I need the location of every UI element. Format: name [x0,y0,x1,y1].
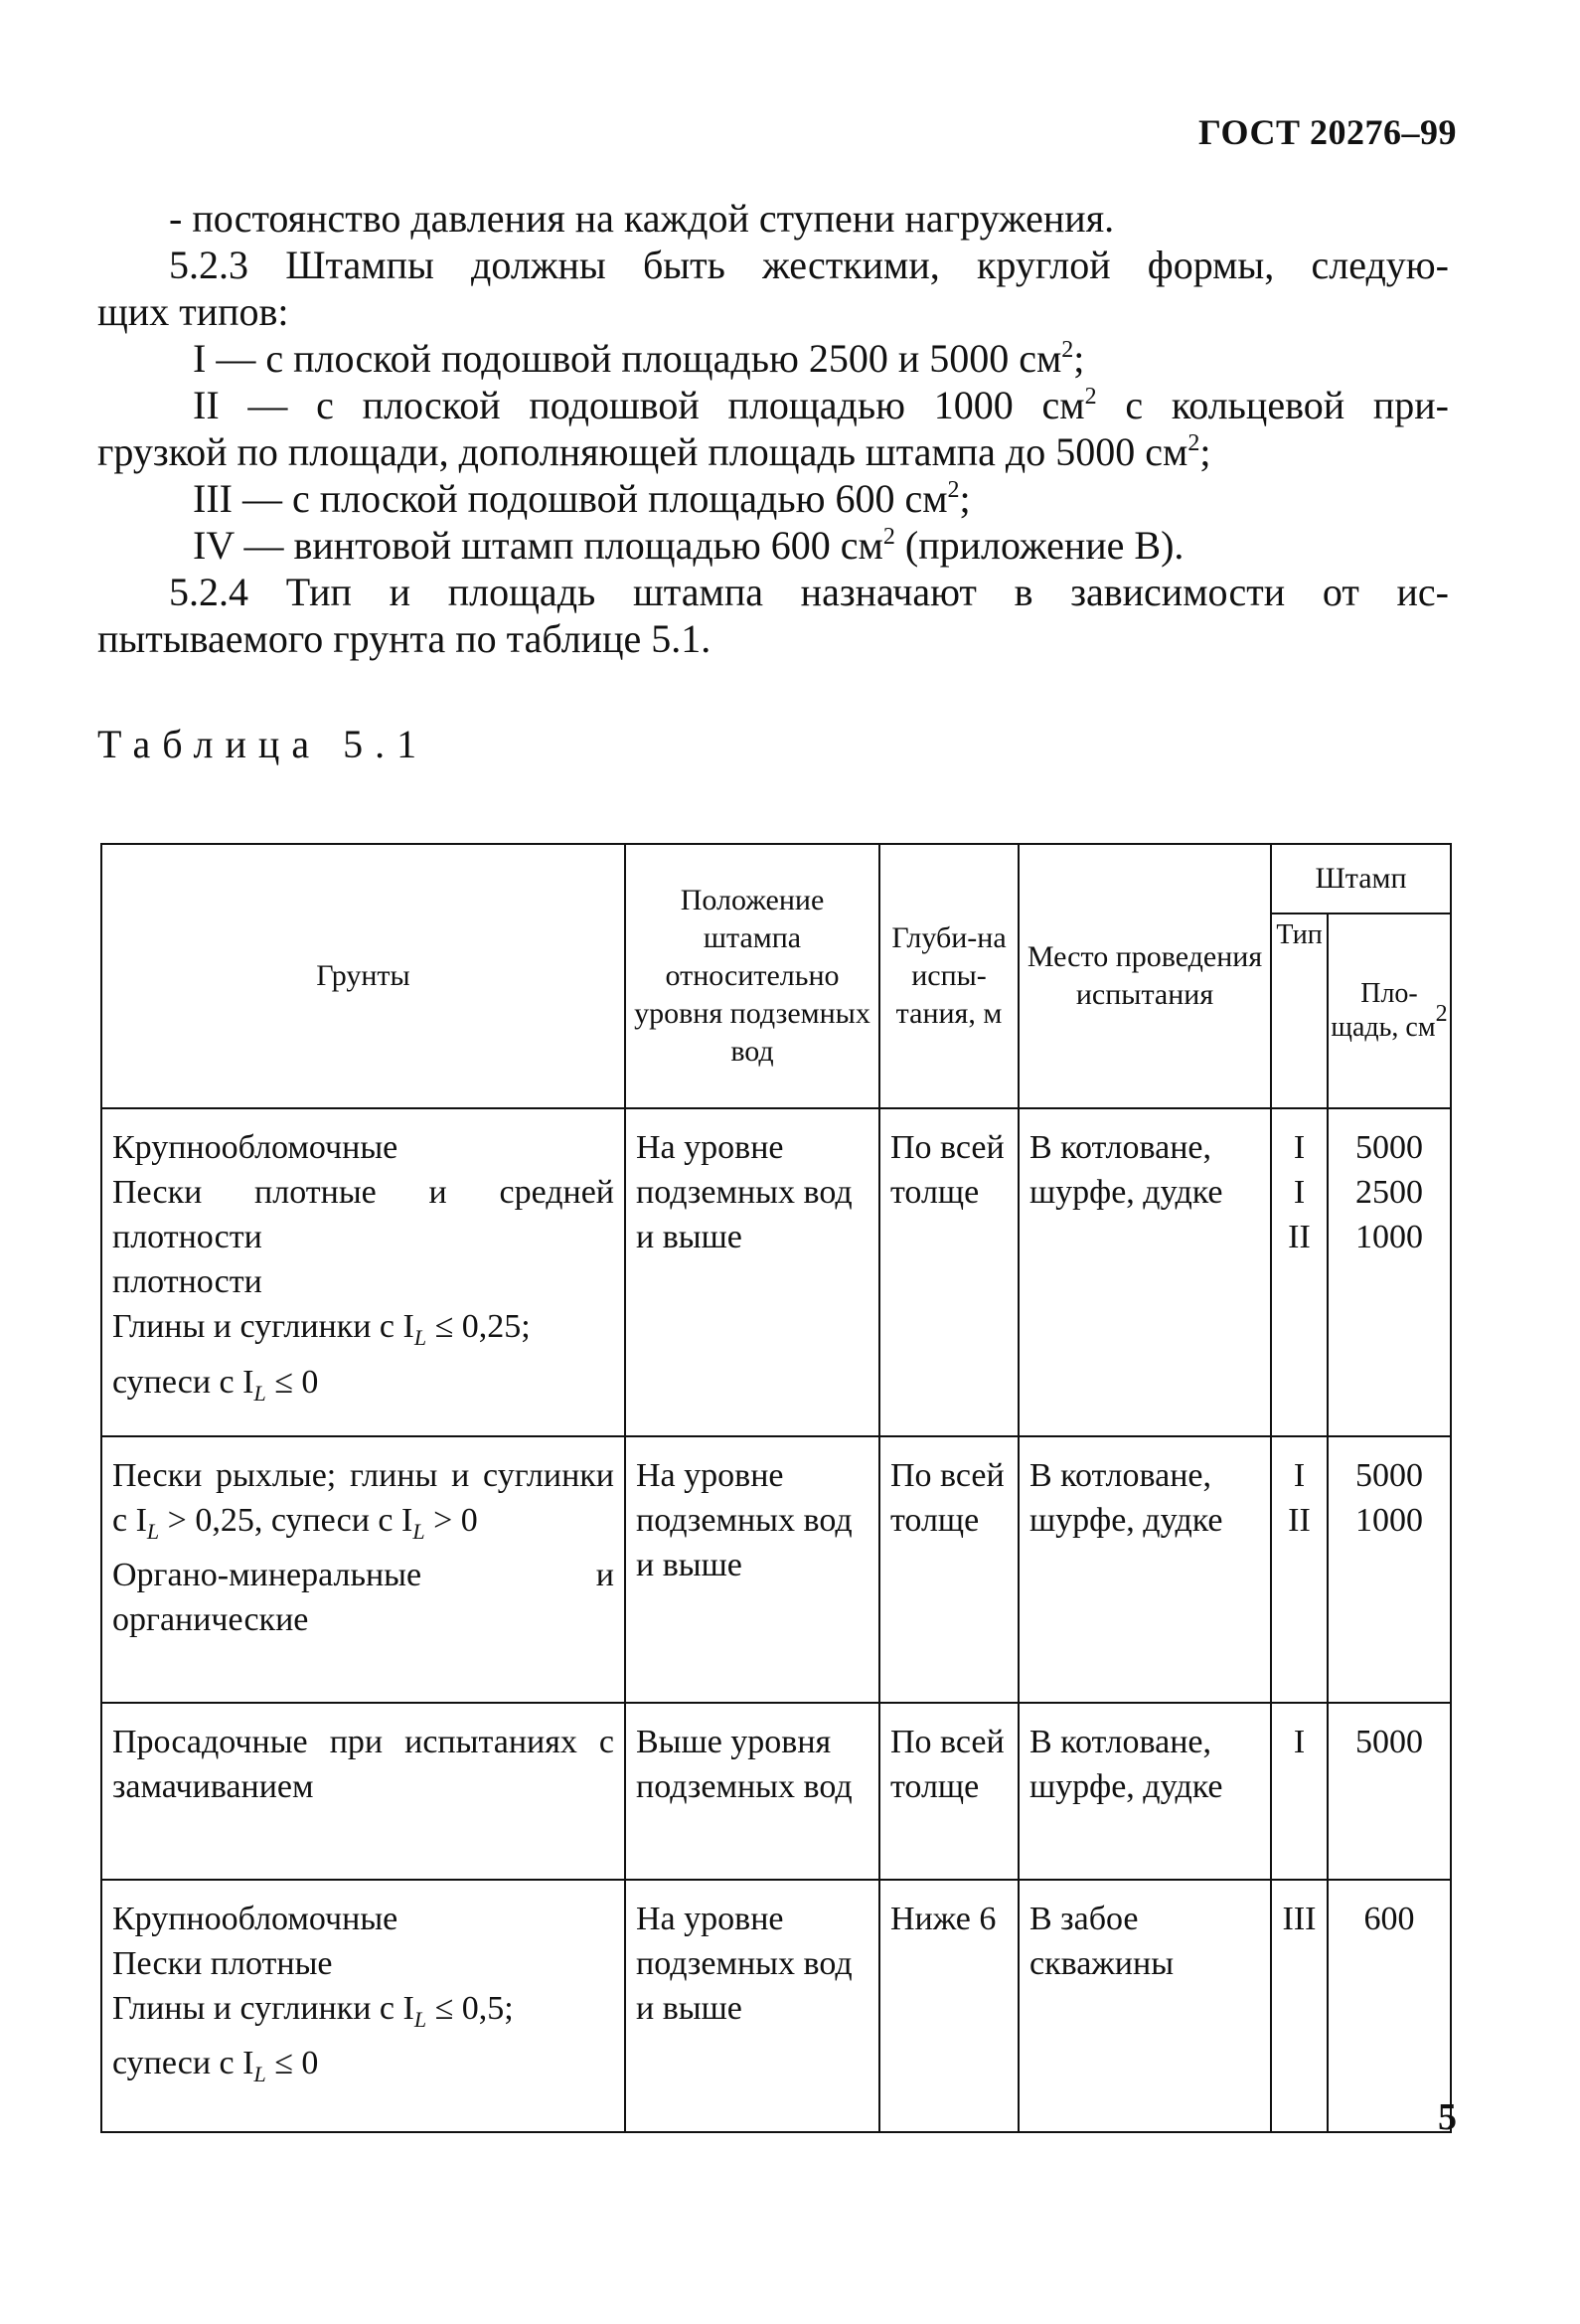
text-run: Пески рыхлые; глины и суглинки с I [112,1456,614,1539]
text-run: ≤ 0 [265,2045,319,2082]
subscript: L [412,1518,425,1544]
header-position: Положение штампа относительно уровня подземных вод [625,844,879,1108]
soil-line: плотности [112,1263,262,1300]
text-line: щих типов: [97,289,289,334]
text-line: пытываемого грунта по таблице 5.1. [97,616,711,661]
cell-place: В котловане, шурфе, дудке [1019,1108,1271,1436]
soil-line: Крупнообломочные [112,1900,398,1937]
text-run: ≤ 0,5; [426,1989,514,2027]
area-value: 1000 [1355,1219,1423,1255]
text-line: 5.2.3 Штампы должны быть жесткими, круглой формы, следую- [169,243,1449,287]
type-value: II [1288,1501,1311,1539]
cell-area [1328,1436,1451,1703]
header-area-label: Пло-щадь, см [1331,978,1436,1043]
cell-soils [101,1880,625,2132]
text-line [97,428,1449,475]
text-line: 5.2.4 Тип и площадь штампа назначают в зависимости от ис- [169,570,1449,614]
text-line: - постоянство давления на каждой ступени нагружения. [169,196,1115,241]
type-value: III [1282,1900,1317,1937]
cell-type [1271,1880,1328,2132]
cell-type [1271,1436,1328,1703]
text-line [97,335,1449,382]
text-run: грузкой по площади, дополняющей площадь штампа до 5000 см [97,429,1188,474]
cell-place: В забое скважины [1019,1880,1271,2132]
area-value: 600 [1363,1900,1415,1937]
text-run: ; [1199,429,1211,474]
cell-position: Выше уровня подземных вод [625,1703,879,1880]
table-row [101,1436,1451,1703]
cell-depth: По всей толще [879,1703,1019,1880]
subscript: L [253,2062,266,2087]
superscript: 2 [1435,1001,1448,1027]
cell-area [1328,1880,1451,2132]
header-area [1328,913,1451,1108]
cell-place: В котловане, шурфе, дудке [1019,1436,1271,1703]
header-place: Место проведения испытания [1019,844,1271,1108]
cell-soils: Просадочные при испытаниях с замачиванием [101,1703,625,1880]
text-line [97,522,1449,569]
text-run: Глины и суглинки с I [112,1989,414,2027]
type-value: II [1288,1219,1311,1255]
text-run: Глины и суглинки с I [112,1308,414,1345]
text-run: IV — винтовой штамп площадью 600 см [193,523,883,568]
cell-place: В котловане, шурфе, дудке [1019,1703,1271,1880]
superscript: 2 [882,524,895,550]
body-text [97,195,1449,662]
subscript: L [253,1380,266,1406]
table-row [101,1108,1451,1436]
cell-position: На уровне подземных вод и выше [625,1436,879,1703]
soil-stamp-table [100,843,1452,2133]
text-run: супеси с I [112,1363,254,1401]
text-run: ; [959,476,971,521]
area-value: 5000 [1355,1456,1423,1494]
soil-line: Пески плотные [112,1944,333,1982]
superscript: 2 [1187,430,1200,456]
text-line [97,382,1449,428]
cell-type [1271,1703,1328,1880]
text-run: > 0 [424,1501,478,1539]
text-run: > 0,25, супеси с I [159,1501,413,1539]
soil-line [112,1304,614,1360]
subscript: L [146,1518,160,1544]
soil-line [112,1360,614,1415]
type-value: I [1293,1456,1306,1494]
text-run: I — с плоской подошвой площадью 2500 и 5000 см [193,336,1062,381]
table-row [101,1880,1451,2132]
type-value: I [1293,1723,1306,1760]
text-run: супеси с I [112,2045,254,2082]
text-line [97,475,1449,522]
header-stamp: Штамп [1271,844,1451,913]
soil-line: Пески плотные и средней плотности [112,1174,614,1255]
text-run: ; [1073,336,1085,381]
text-run: ≤ 0,25; [426,1308,531,1345]
text-run: с кольцевой при- [1096,383,1449,427]
soil-line [112,1986,614,2042]
subscript: L [413,1324,427,1350]
cell-soils [101,1436,625,1703]
type-value: I [1293,1174,1306,1211]
cell-depth: По всей толще [879,1436,1019,1703]
cell-type [1271,1108,1328,1436]
soil-line: Органо-минеральные и органические [112,1557,614,1639]
cell-area [1328,1108,1451,1436]
area-value: 5000 [1355,1723,1423,1760]
subscript: L [413,2006,427,2032]
text-run: ≤ 0 [265,1363,319,1401]
cell-soils [101,1108,625,1436]
table-row [101,1703,1451,1880]
area-value: 5000 [1355,1129,1423,1166]
soil-line: Крупнообломочные [112,1129,398,1166]
cell-area [1328,1703,1451,1880]
area-value: 2500 [1355,1174,1423,1211]
text-run: III — с плоской подошвой площадью 600 см [193,476,948,521]
cell-depth: По всей толще [879,1108,1019,1436]
table-title: Таблица 5.1 [97,722,429,766]
superscript: 2 [1061,337,1074,363]
table-header-row [101,844,1451,913]
superscript: 2 [1084,384,1097,410]
text-run: (приложение В). [894,523,1185,568]
document-code: ГОСТ 20276–99 [1198,112,1457,152]
soil-line [112,2041,614,2096]
superscript: 2 [947,477,960,503]
cell-position: На уровне подземных вод и выше [625,1108,879,1436]
cell-position: На уровне подземных вод и выше [625,1880,879,2132]
page-number: 5 [1438,2096,1457,2138]
area-value: 1000 [1355,1501,1423,1539]
header-soils: Грунты [101,844,625,1108]
text-run: II — с плоской подошвой площадью 1000 см [193,383,1085,427]
header-type: Тип [1271,913,1328,1108]
cell-depth: Ниже 6 [879,1880,1019,2132]
header-depth: Глуби-на испы-тания, м [879,844,1019,1108]
type-value: I [1293,1129,1306,1166]
